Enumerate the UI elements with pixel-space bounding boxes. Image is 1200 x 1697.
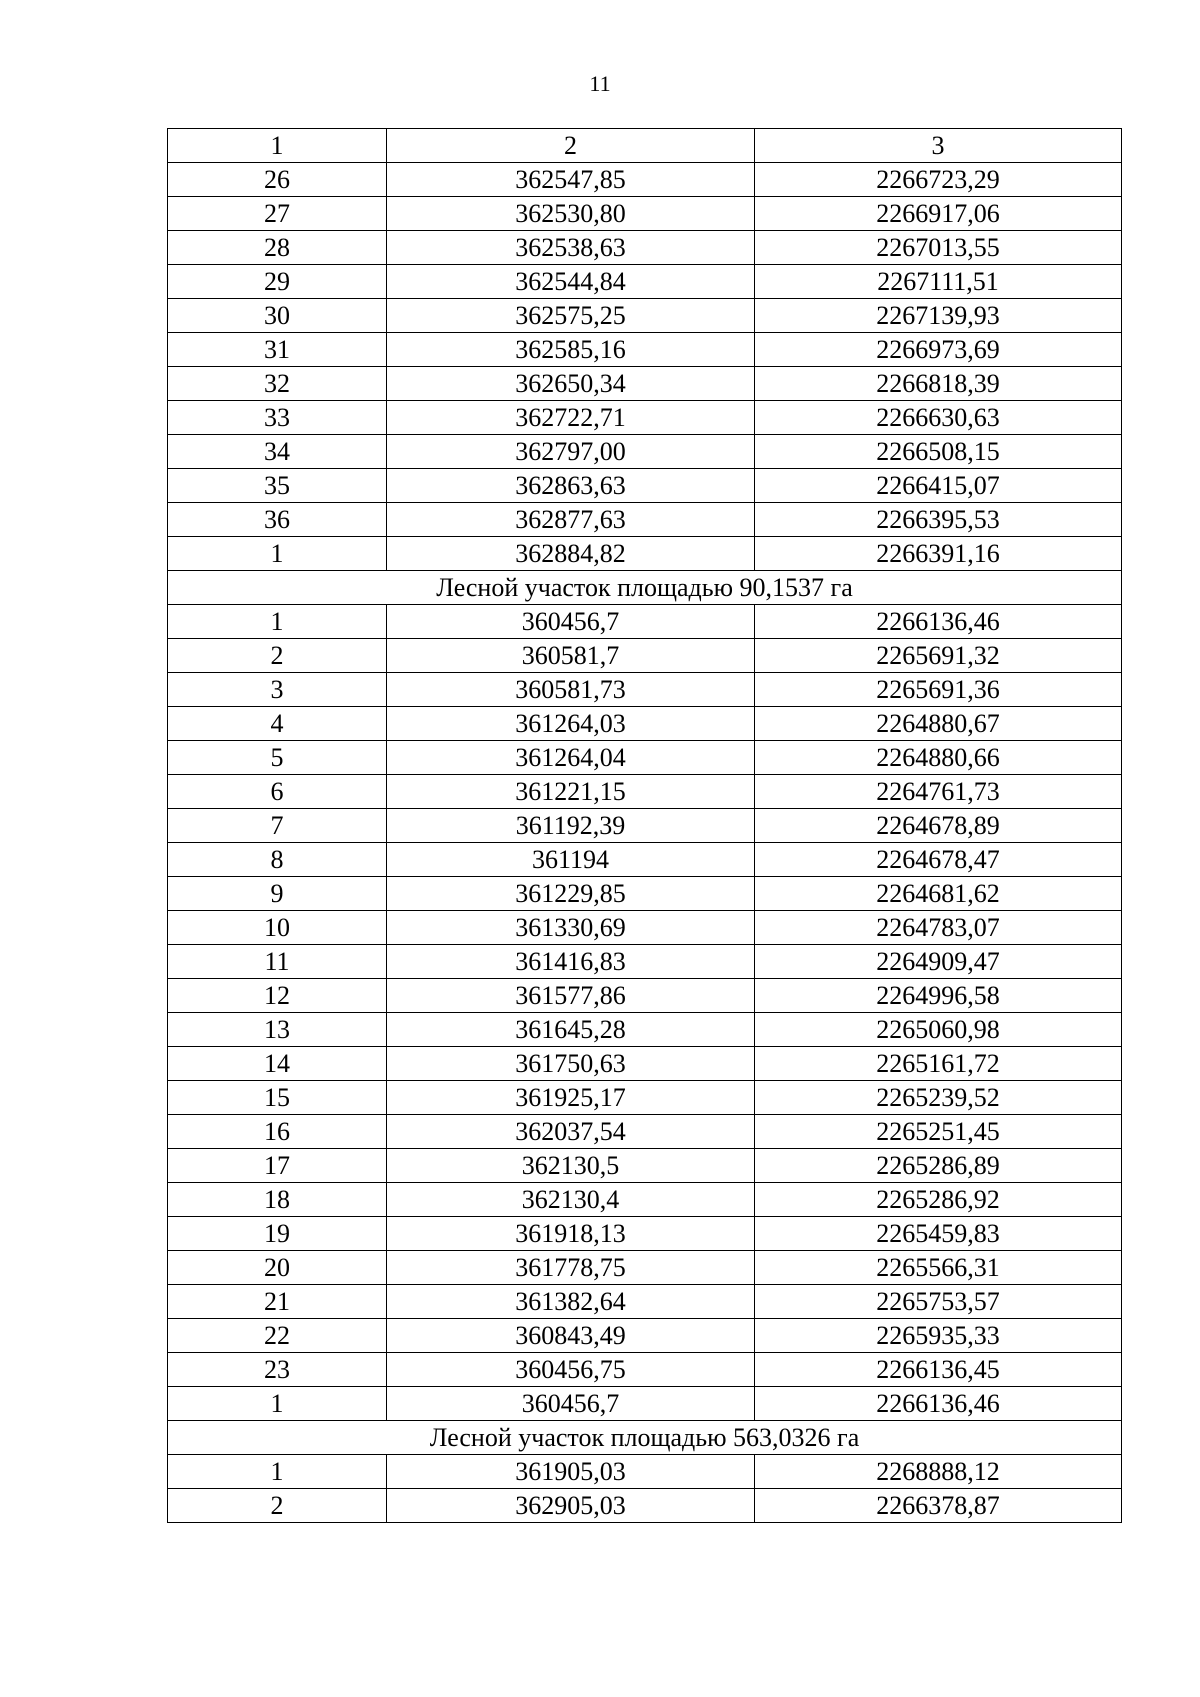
y-coordinate-cell: 2266391,16 bbox=[755, 537, 1122, 571]
y-coordinate-cell: 2264678,47 bbox=[755, 843, 1122, 877]
y-coordinate-cell: 2264761,73 bbox=[755, 775, 1122, 809]
x-coordinate-cell: 362585,16 bbox=[387, 333, 755, 367]
y-coordinate-cell: 2267111,51 bbox=[755, 265, 1122, 299]
point-number-cell: 21 bbox=[168, 1285, 387, 1319]
point-number-cell: 19 bbox=[168, 1217, 387, 1251]
table-row bbox=[168, 435, 1122, 469]
table-row bbox=[168, 401, 1122, 435]
table-row bbox=[168, 707, 1122, 741]
header-cell-3: 3 bbox=[755, 129, 1122, 163]
y-coordinate-cell: 2266723,29 bbox=[755, 163, 1122, 197]
x-coordinate-cell: 361221,15 bbox=[387, 775, 755, 809]
y-coordinate-cell: 2266136,46 bbox=[755, 1387, 1122, 1421]
x-coordinate-cell: 362797,00 bbox=[387, 435, 755, 469]
table-row bbox=[168, 945, 1122, 979]
y-coordinate-cell: 2266818,39 bbox=[755, 367, 1122, 401]
table-row bbox=[168, 1455, 1122, 1489]
y-coordinate-cell: 2268888,12 bbox=[755, 1455, 1122, 1489]
point-number-cell: 33 bbox=[168, 401, 387, 435]
x-coordinate-cell: 362905,03 bbox=[387, 1489, 755, 1523]
section-title: Лесной участок площадью 90,1537 га bbox=[168, 571, 1122, 605]
point-number-cell: 1 bbox=[168, 1455, 387, 1489]
point-number-cell: 13 bbox=[168, 1013, 387, 1047]
table-row bbox=[168, 299, 1122, 333]
x-coordinate-cell: 362650,34 bbox=[387, 367, 755, 401]
y-coordinate-cell: 2265161,72 bbox=[755, 1047, 1122, 1081]
y-coordinate-cell: 2266136,45 bbox=[755, 1353, 1122, 1387]
x-coordinate-cell: 361905,03 bbox=[387, 1455, 755, 1489]
y-coordinate-cell: 2266917,06 bbox=[755, 197, 1122, 231]
point-number-cell: 8 bbox=[168, 843, 387, 877]
table-row bbox=[168, 911, 1122, 945]
table-body bbox=[168, 163, 1122, 1523]
y-coordinate-cell: 2266136,46 bbox=[755, 605, 1122, 639]
point-number-cell: 36 bbox=[168, 503, 387, 537]
y-coordinate-cell: 2264996,58 bbox=[755, 979, 1122, 1013]
y-coordinate-cell: 2267013,55 bbox=[755, 231, 1122, 265]
point-number-cell: 4 bbox=[168, 707, 387, 741]
point-number-cell: 3 bbox=[168, 673, 387, 707]
x-coordinate-cell: 362575,25 bbox=[387, 299, 755, 333]
x-coordinate-cell: 362130,4 bbox=[387, 1183, 755, 1217]
table-row bbox=[168, 1217, 1122, 1251]
table-row bbox=[168, 775, 1122, 809]
x-coordinate-cell: 361925,17 bbox=[387, 1081, 755, 1115]
x-coordinate-cell: 362538,63 bbox=[387, 231, 755, 265]
x-coordinate-cell: 361382,64 bbox=[387, 1285, 755, 1319]
table-row bbox=[168, 537, 1122, 571]
x-coordinate-cell: 361577,86 bbox=[387, 979, 755, 1013]
table-row bbox=[168, 843, 1122, 877]
x-coordinate-cell: 362037,54 bbox=[387, 1115, 755, 1149]
point-number-cell: 7 bbox=[168, 809, 387, 843]
point-number-cell: 35 bbox=[168, 469, 387, 503]
point-number-cell: 34 bbox=[168, 435, 387, 469]
table-row bbox=[168, 1251, 1122, 1285]
point-number-cell: 9 bbox=[168, 877, 387, 911]
point-number-cell: 16 bbox=[168, 1115, 387, 1149]
x-coordinate-cell: 362722,71 bbox=[387, 401, 755, 435]
y-coordinate-cell: 2265286,92 bbox=[755, 1183, 1122, 1217]
table-row bbox=[168, 1387, 1122, 1421]
point-number-cell: 10 bbox=[168, 911, 387, 945]
y-coordinate-cell: 2265459,83 bbox=[755, 1217, 1122, 1251]
y-coordinate-cell: 2264880,67 bbox=[755, 707, 1122, 741]
table-row bbox=[168, 367, 1122, 401]
x-coordinate-cell: 360581,73 bbox=[387, 673, 755, 707]
point-number-cell: 12 bbox=[168, 979, 387, 1013]
table-row bbox=[168, 1081, 1122, 1115]
point-number-cell: 11 bbox=[168, 945, 387, 979]
point-number-cell: 15 bbox=[168, 1081, 387, 1115]
y-coordinate-cell: 2265691,36 bbox=[755, 673, 1122, 707]
table-row bbox=[168, 1047, 1122, 1081]
y-coordinate-cell: 2266378,87 bbox=[755, 1489, 1122, 1523]
point-number-cell: 18 bbox=[168, 1183, 387, 1217]
point-number-cell: 20 bbox=[168, 1251, 387, 1285]
x-coordinate-cell: 360843,49 bbox=[387, 1319, 755, 1353]
table-row bbox=[168, 469, 1122, 503]
x-coordinate-cell: 361778,75 bbox=[387, 1251, 755, 1285]
x-coordinate-cell: 361192,39 bbox=[387, 809, 755, 843]
table-row bbox=[168, 673, 1122, 707]
table-row bbox=[168, 1149, 1122, 1183]
x-coordinate-cell: 361229,85 bbox=[387, 877, 755, 911]
x-coordinate-cell: 360581,7 bbox=[387, 639, 755, 673]
table-row bbox=[168, 1013, 1122, 1047]
y-coordinate-cell: 2264678,89 bbox=[755, 809, 1122, 843]
point-number-cell: 2 bbox=[168, 639, 387, 673]
table-row bbox=[168, 877, 1122, 911]
y-coordinate-cell: 2265286,89 bbox=[755, 1149, 1122, 1183]
table-row bbox=[168, 265, 1122, 299]
x-coordinate-cell: 362130,5 bbox=[387, 1149, 755, 1183]
header-cell-1: 1 bbox=[168, 129, 387, 163]
x-coordinate-cell: 361194 bbox=[387, 843, 755, 877]
y-coordinate-cell: 2264681,62 bbox=[755, 877, 1122, 911]
point-number-cell: 14 bbox=[168, 1047, 387, 1081]
x-coordinate-cell: 361750,63 bbox=[387, 1047, 755, 1081]
x-coordinate-cell: 362530,80 bbox=[387, 197, 755, 231]
x-coordinate-cell: 362544,84 bbox=[387, 265, 755, 299]
point-number-cell: 22 bbox=[168, 1319, 387, 1353]
x-coordinate-cell: 362547,85 bbox=[387, 163, 755, 197]
coordinates-table bbox=[167, 128, 1122, 1523]
x-coordinate-cell: 360456,7 bbox=[387, 1387, 755, 1421]
header-row bbox=[168, 129, 1122, 163]
y-coordinate-cell: 2265060,98 bbox=[755, 1013, 1122, 1047]
x-coordinate-cell: 361645,28 bbox=[387, 1013, 755, 1047]
section-title-row bbox=[168, 1421, 1122, 1455]
point-number-cell: 17 bbox=[168, 1149, 387, 1183]
header-cell-2: 2 bbox=[387, 129, 755, 163]
y-coordinate-cell: 2264783,07 bbox=[755, 911, 1122, 945]
y-coordinate-cell: 2265239,52 bbox=[755, 1081, 1122, 1115]
y-coordinate-cell: 2265753,57 bbox=[755, 1285, 1122, 1319]
x-coordinate-cell: 360456,75 bbox=[387, 1353, 755, 1387]
point-number-cell: 28 bbox=[168, 231, 387, 265]
table-row bbox=[168, 503, 1122, 537]
point-number-cell: 27 bbox=[168, 197, 387, 231]
table-row bbox=[168, 197, 1122, 231]
point-number-cell: 1 bbox=[168, 537, 387, 571]
table-row bbox=[168, 1319, 1122, 1353]
point-number-cell: 2 bbox=[168, 1489, 387, 1523]
y-coordinate-cell: 2265251,45 bbox=[755, 1115, 1122, 1149]
x-coordinate-cell: 361330,69 bbox=[387, 911, 755, 945]
y-coordinate-cell: 2266415,07 bbox=[755, 469, 1122, 503]
point-number-cell: 26 bbox=[168, 163, 387, 197]
point-number-cell: 31 bbox=[168, 333, 387, 367]
y-coordinate-cell: 2266508,15 bbox=[755, 435, 1122, 469]
point-number-cell: 32 bbox=[168, 367, 387, 401]
section-title: Лесной участок площадью 563,0326 га bbox=[168, 1421, 1122, 1455]
y-coordinate-cell: 2266973,69 bbox=[755, 333, 1122, 367]
y-coordinate-cell: 2265935,33 bbox=[755, 1319, 1122, 1353]
table-row bbox=[168, 1285, 1122, 1319]
x-coordinate-cell: 361264,03 bbox=[387, 707, 755, 741]
table-row bbox=[168, 1183, 1122, 1217]
y-coordinate-cell: 2265566,31 bbox=[755, 1251, 1122, 1285]
y-coordinate-cell: 2266630,63 bbox=[755, 401, 1122, 435]
table-row bbox=[168, 809, 1122, 843]
table-row bbox=[168, 1115, 1122, 1149]
section-title-row bbox=[168, 571, 1122, 605]
x-coordinate-cell: 362863,63 bbox=[387, 469, 755, 503]
page-number: 11 bbox=[589, 71, 611, 96]
point-number-cell: 23 bbox=[168, 1353, 387, 1387]
x-coordinate-cell: 360456,7 bbox=[387, 605, 755, 639]
table-row bbox=[168, 1353, 1122, 1387]
table-row bbox=[168, 333, 1122, 367]
y-coordinate-cell: 2266395,53 bbox=[755, 503, 1122, 537]
x-coordinate-cell: 361416,83 bbox=[387, 945, 755, 979]
point-number-cell: 1 bbox=[168, 605, 387, 639]
point-number-cell: 1 bbox=[168, 1387, 387, 1421]
table-header bbox=[168, 129, 1122, 163]
table-row bbox=[168, 979, 1122, 1013]
x-coordinate-cell: 362877,63 bbox=[387, 503, 755, 537]
point-number-cell: 5 bbox=[168, 741, 387, 775]
y-coordinate-cell: 2264909,47 bbox=[755, 945, 1122, 979]
table-row bbox=[168, 741, 1122, 775]
y-coordinate-cell: 2264880,66 bbox=[755, 741, 1122, 775]
x-coordinate-cell: 361264,04 bbox=[387, 741, 755, 775]
y-coordinate-cell: 2267139,93 bbox=[755, 299, 1122, 333]
table-row bbox=[168, 163, 1122, 197]
point-number-cell: 29 bbox=[168, 265, 387, 299]
point-number-cell: 30 bbox=[168, 299, 387, 333]
table-row bbox=[168, 639, 1122, 673]
y-coordinate-cell: 2265691,32 bbox=[755, 639, 1122, 673]
point-number-cell: 6 bbox=[168, 775, 387, 809]
table-row bbox=[168, 1489, 1122, 1523]
x-coordinate-cell: 361918,13 bbox=[387, 1217, 755, 1251]
table-row bbox=[168, 231, 1122, 265]
table-row bbox=[168, 605, 1122, 639]
x-coordinate-cell: 362884,82 bbox=[387, 537, 755, 571]
